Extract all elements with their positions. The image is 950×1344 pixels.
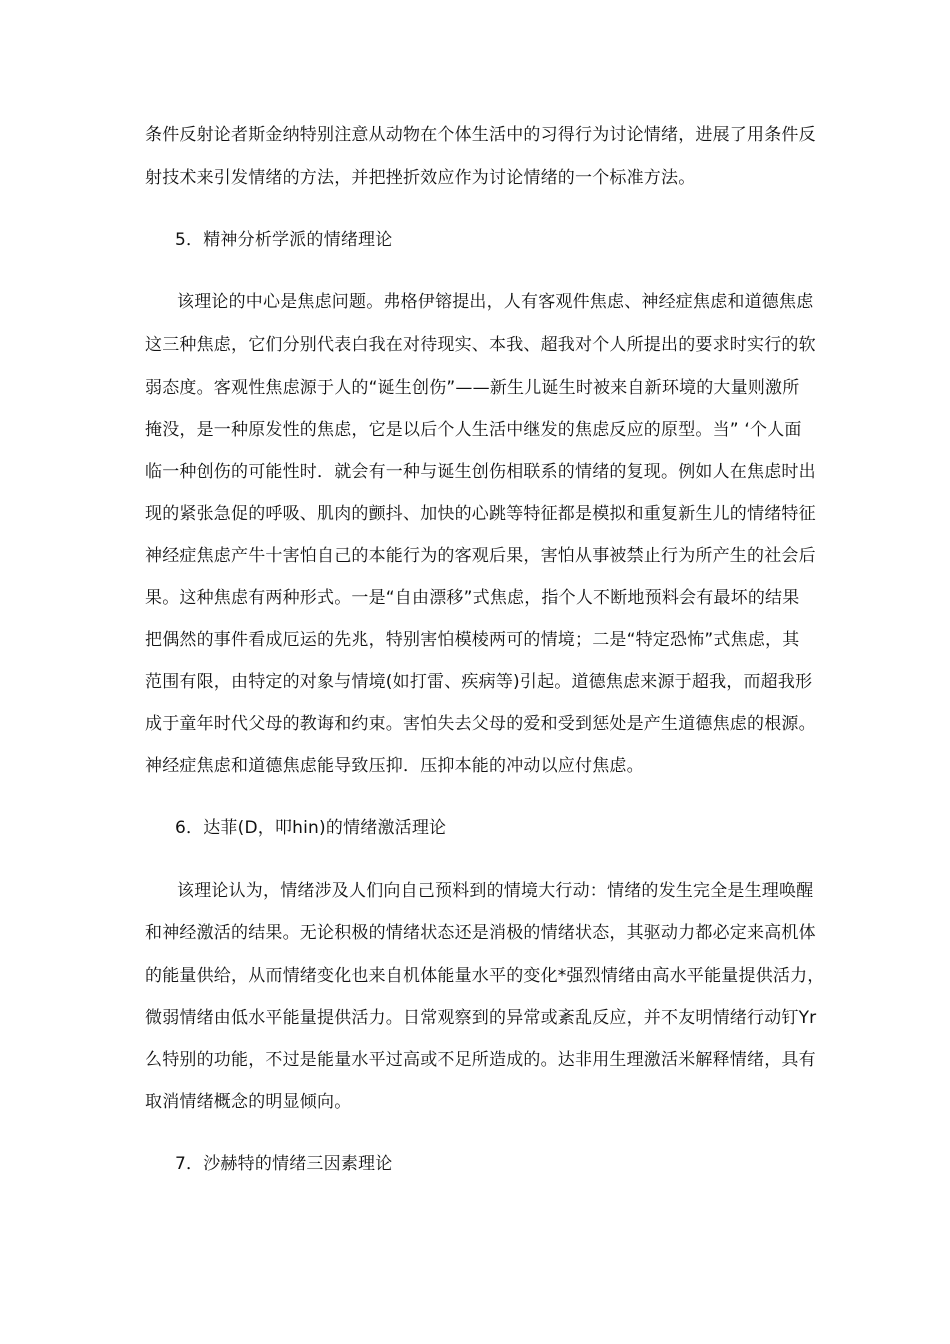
paragraph-line: 神经症焦虑和道德焦虑能导致压抑．压抑本能的冲动以应付焦虑。 <box>145 756 644 776</box>
paragraph-line: 果。这种焦虑有两种形式。一是“自由漂移”式焦虑，指个人不断地预料会有最坏的结果 <box>145 588 800 608</box>
section-heading-7: 7．沙赫特的情绪三因素理论 <box>175 1154 393 1174</box>
paragraph-line: 的能量供给，从而情绪变化也来自机体能量水平的变化*强烈情绪由高水平能量提供活力， <box>145 966 825 986</box>
paragraph-line: 射技术来引发情绪的方法，并把挫折效应作为讨论情绪的一个标准方法。 <box>145 168 696 188</box>
section-heading-5: 5．精神分析学派的情绪理论 <box>175 230 393 250</box>
paragraph-line: 么特别的功能，不过是能量水平过高或不足所造成的。达非用生理激活米解释情绪，具有 <box>145 1050 816 1070</box>
paragraph-line: 和神经激活的结果。无论积极的情绪状态还是消极的情绪状态，其驱动力都必定来高机体 <box>145 923 816 943</box>
paragraph-line: 现的紧张急促的呼吸、肌肉的颤抖、加快的心跳等特征都是模拟和重复新生儿的情绪特征 <box>145 504 816 524</box>
paragraph-line: 条件反射论者斯金纳特别注意从动物在个体生活中的习得行为讨论情绪，进展了用条件反 <box>145 125 816 145</box>
paragraph-line: 取消情绪概念的明显倾向。 <box>145 1092 352 1112</box>
paragraph-line: 该理论的中心是焦虑问题。弗格伊镕提出，人有客观件焦虑、神经症焦虑和道德焦虑 <box>177 292 814 312</box>
paragraph-line: 把偶然的事件看成厄运的先兆，特别害怕模棱两可的情境；二是“特定恐怖”式焦虑，其 <box>145 630 800 650</box>
paragraph-line: 该理论认为，情绪涉及人们向自己预料到的情境大行动：情绪的发生完全是生理唤醒 <box>177 881 814 901</box>
paragraph-line: 微弱情绪由低水平能量提供活力。日常观察到的异常或紊乱反应，并不友明情绪行动钉Yr <box>145 1008 817 1028</box>
paragraph-line: 成于童年时代父母的教诲和约束。害怕失去父母的爱和受到惩处是产生道德焦虑的根源。 <box>145 714 816 734</box>
paragraph-line: 临一种创伤的可能性时．就会有一种与诞生创伤相联系的情绪的复现。例如人在焦虑时出 <box>145 462 816 482</box>
section-heading-6: 6．达菲(D，叩hin)的情绪激活理论 <box>175 818 447 838</box>
paragraph-line: 范围有限，由特定的对象与情境(如打雷、疾病等)引起。道德焦虑来源于超我，而超我形 <box>145 672 813 692</box>
paragraph-line: 神经症焦虑产牛十害怕自己的本能行为的客观后果，害怕从事被禁止行为所产生的社会后 <box>145 546 816 566</box>
paragraph-line: 弱态度。客观性焦虑源于人的“诞生创伤”——新生儿诞生时被来自新环境的大量则激所 <box>145 378 800 398</box>
paragraph-line: 这三种焦虑，它们分别代表白我在对待现实、本我、超我对个人所提出的要求时实行的软 <box>145 335 816 355</box>
paragraph-line: 掩没，是一种原发性的焦虑，它是以后个人生活中继发的焦虑反应的原型。当” ‘个人面 <box>145 420 802 440</box>
